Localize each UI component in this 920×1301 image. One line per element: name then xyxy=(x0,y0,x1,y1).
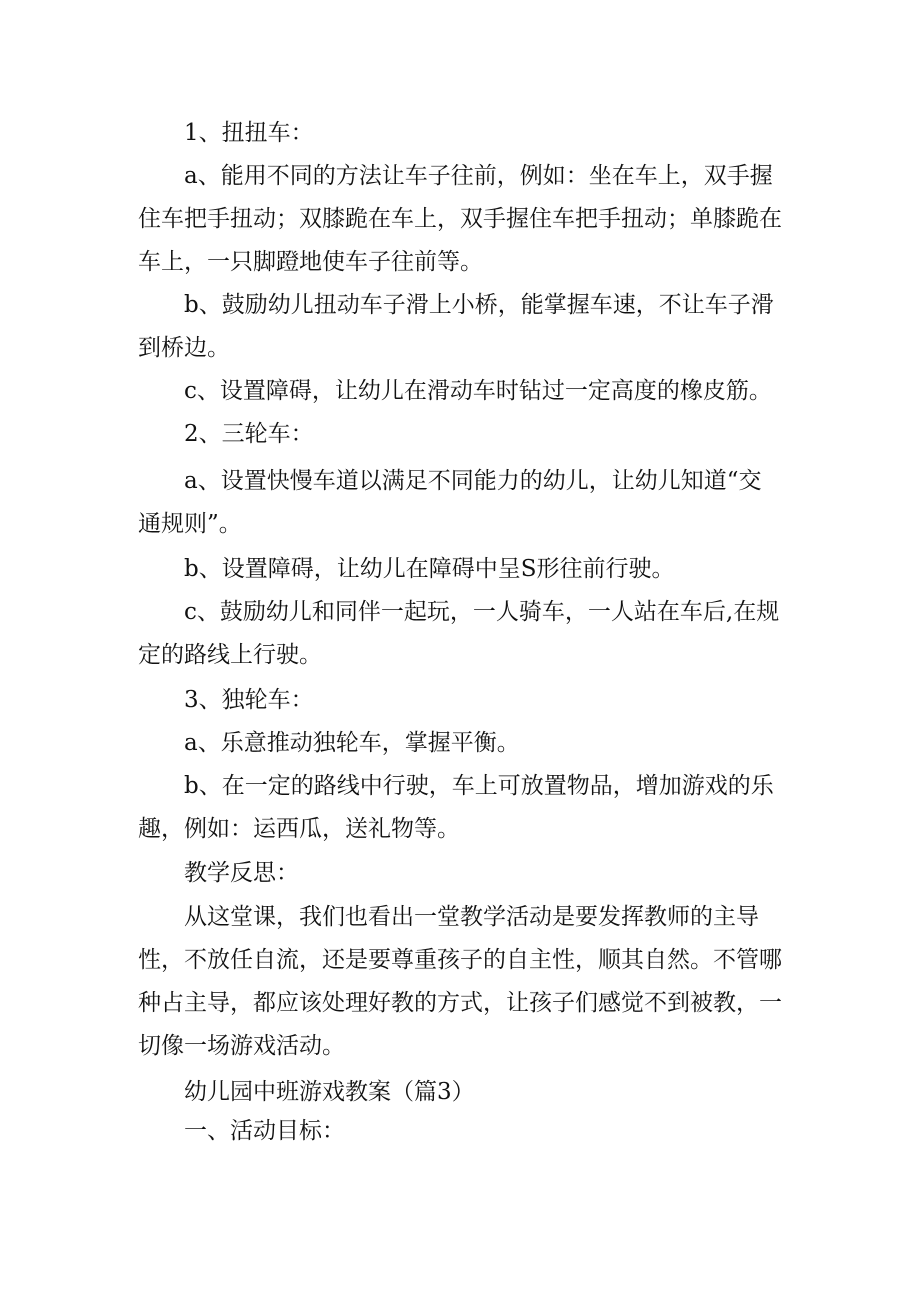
paragraph-tricycle-b: b、设置障碍，让幼儿在障碍中呈S形往前行驶。 xyxy=(184,556,675,582)
heading-tricycle: 2、三轮车： xyxy=(184,421,314,447)
heading-reflection: 教学反思： xyxy=(184,860,299,886)
heading-twist-car: 1、扭扭车： xyxy=(184,120,314,146)
paragraph-tricycle-c: c、鼓励幼儿和同伴一起玩，一人骑车，一人站在车后,在规定的路线上行驶。 xyxy=(138,599,780,668)
paragraph-twist-car-a: a、能用不同的方法让车子往前，例如：坐在车上，双手握住车把手扭动；双膝跪在车上，双手握住车把手扭动；单膝跪在车上，一只脚蹬地使车子往前等。 xyxy=(138,163,782,275)
paragraph-reflection: 从这堂课，我们也看出一堂教学活动是要发挥教师的主导性，不放任自流，还是要尊重孩子的自主性，顺其自然。不管哪种占主导，都应该处理好教的方式，让孩子们感觉不到被教，一切像一场游戏活动。 xyxy=(138,904,782,1059)
paragraph-unicycle-a: a、乐意推动独轮车，掌握平衡。 xyxy=(184,730,520,756)
paragraph-twist-car-b: b、鼓励幼儿扭动车子滑上小桥，能掌握车速，不让车子滑到桥边。 xyxy=(138,292,774,361)
section-title-game-plan-3: 幼儿园中班游戏教案（篇3） xyxy=(184,1079,475,1105)
paragraph-unicycle-b: b、在一定的路线中行驶，车上可放置物品，增加游戏的乐趣，例如：运西瓜，送礼物等。 xyxy=(138,773,774,842)
paragraph-tricycle-a: a、设置快慢车道以满足不同能力的幼儿，让幼儿知道“交通规则”。 xyxy=(138,468,762,537)
heading-unicycle: 3、独轮车： xyxy=(184,687,314,713)
heading-activity-goals: 一、活动目标： xyxy=(184,1118,345,1144)
paragraph-twist-car-c: c、设置障碍，让幼儿在滑动车时钻过一定高度的橡皮筋。 xyxy=(184,378,772,404)
